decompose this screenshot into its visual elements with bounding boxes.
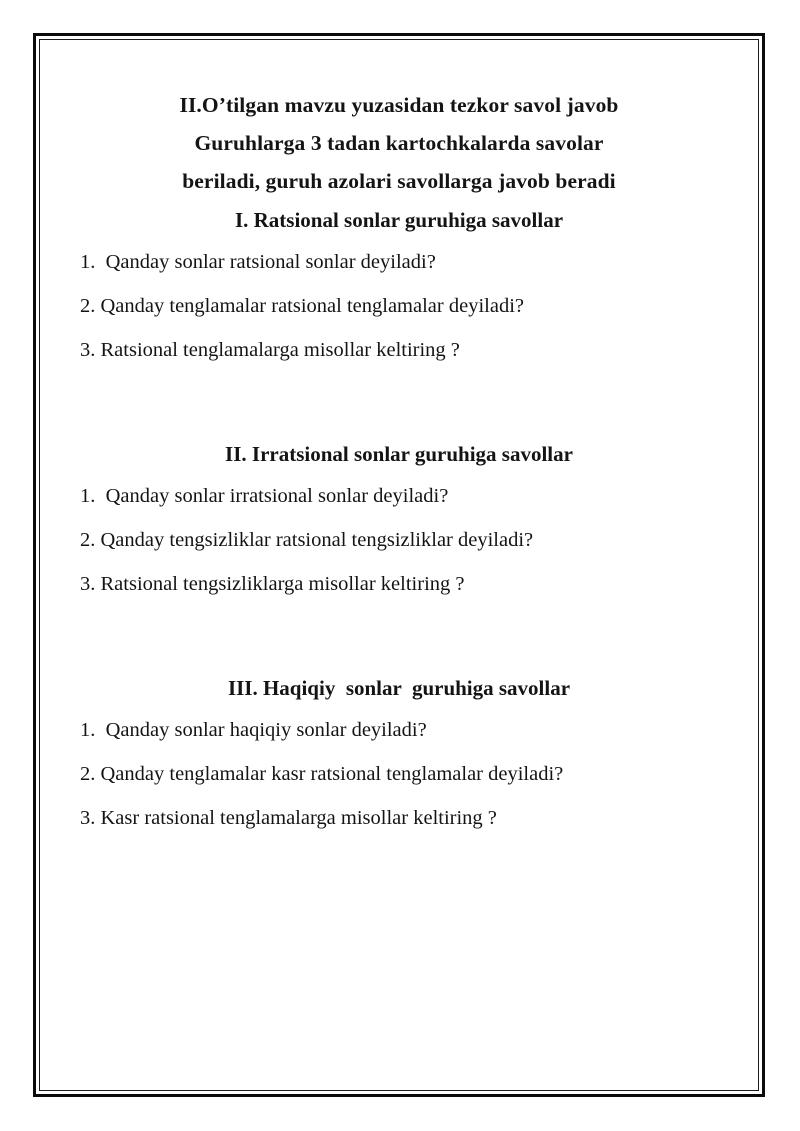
section-irrational-numbers <box>74 434 724 606</box>
document-content <box>40 40 758 1090</box>
section-spacer-1 <box>74 372 724 434</box>
list-item: 2. Qanday tengsizliklar ratsional tengsizliklar deyiladi? <box>80 529 534 551</box>
document-page-border <box>33 33 765 1097</box>
heading-line-1: II.O’tilgan mavzu yuzasidan tezkor savol javob <box>179 93 619 117</box>
list-item: 1. Qanday sonlar haqiqiy sonlar deyiladi? <box>80 719 427 741</box>
list-item: 3. Ratsional tengsizliklarga misollar keltiring ? <box>80 573 465 595</box>
document-heading-block <box>74 86 724 200</box>
question-list-3 <box>74 708 724 840</box>
list-item: 1. Qanday sonlar ratsional sonlar deyiladi? <box>80 251 436 273</box>
document-page-inner-border <box>39 39 759 1091</box>
list-item: 2. Qanday tenglamalar kasr ratsional tenglamalar deyiladi? <box>80 763 564 785</box>
question-list-2 <box>74 474 724 606</box>
list-item: 2. Qanday tenglamalar ratsional tenglamalar deyiladi? <box>80 295 524 317</box>
section-title-1: I. Ratsional sonlar guruhiga savollar <box>234 208 564 232</box>
section-title-3: III. Haqiqiy sonlar guruhiga savollar <box>227 676 571 700</box>
section-spacer-2 <box>74 606 724 668</box>
section-real-numbers <box>74 668 724 840</box>
list-item: 3. Ratsional tenglamalarga misollar keltiring ? <box>80 339 460 361</box>
section-rational-numbers <box>74 200 724 372</box>
heading-line-2: Guruhlarga 3 tadan kartochkalarda savolar <box>194 131 604 155</box>
list-item: 3. Kasr ratsional tenglamalarga misollar keltiring ? <box>80 807 497 829</box>
section-title-2: II. Irratsional sonlar guruhiga savollar <box>225 442 573 466</box>
list-item: 1. Qanday sonlar irratsional sonlar deyiladi? <box>80 485 449 507</box>
question-list-1 <box>74 240 724 372</box>
heading-line-3: beriladi, guruh azolari savollarga javob beradi <box>182 169 616 193</box>
